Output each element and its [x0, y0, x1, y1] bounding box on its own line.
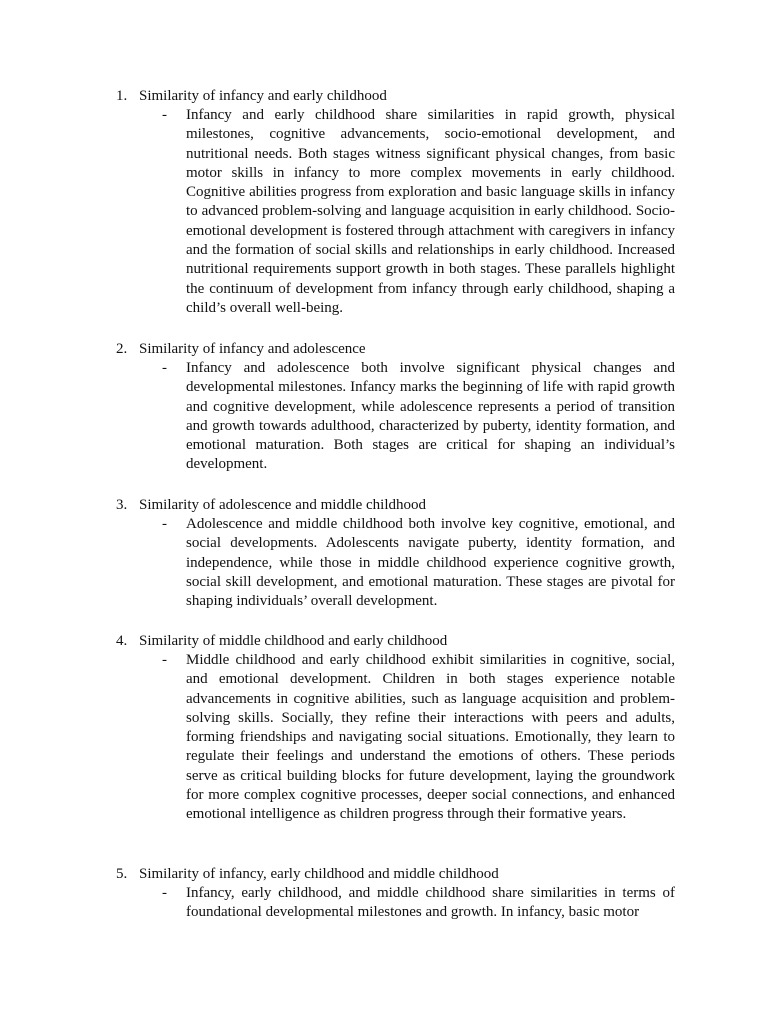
section-number: 5. — [116, 866, 128, 882]
section-number: 3. — [116, 497, 128, 513]
section-heading — [116, 632, 447, 651]
section-paragraph: Infancy, early childhood, and middle childhood share similarities in terms of foundational developmental milestones and growth. In infancy, basic motor — [186, 885, 675, 921]
section-title: Similarity of middle childhood and early childhood — [139, 633, 448, 649]
bullet-dash: - — [162, 107, 167, 123]
section-paragraph: Infancy and early childhood share similarities in rapid growth, physical milestones, cognitive advancements, socio-emotional development, and nutritional needs. Both stages witness significant physical changes, from basic motor skills in infancy to more complex movements in early childhood. Cognitive abilities progress from exploration and basic language skills in infancy to advanced problem-solving and language acquisition in early childhood. Socio-emotional development is fostered through attachment with caregivers in infancy and the formation of social skills and relationships in early childhood. Increased nutritional requirements support growth in both stages. These parallels highlight the continuum of development from infancy through early childhood, shaping a child’s overall well-being. — [186, 107, 675, 316]
bullet-dash: - — [162, 360, 167, 376]
section-heading — [116, 87, 387, 106]
section-paragraph: Adolescence and middle childhood both involve key cognitive, emotional, and social developments. Adolescents navigate puberty, identity formation, and independence, while those in middle childhood experience cognitive growth, social skill development, and emotional maturation. These stages are pivotal for shaping individuals’ overall development. — [186, 516, 675, 610]
section-title: Similarity of adolescence and middle childhood — [139, 497, 427, 513]
section-title: Similarity of infancy, early childhood and middle childhood — [139, 866, 499, 882]
section-heading — [116, 865, 499, 884]
bullet-dash: - — [162, 516, 167, 532]
section-title: Similarity of infancy and adolescence — [139, 341, 366, 357]
section-title: Similarity of infancy and early childhood — [139, 88, 387, 104]
section-number: 1. — [116, 88, 128, 104]
section-heading — [116, 496, 426, 515]
section-heading — [116, 340, 366, 359]
section-number: 2. — [116, 341, 128, 357]
section-paragraph: Middle childhood and early childhood exhibit similarities in cognitive, social, and emotional development. Children in both stages experience notable advancements in cognitive abilities, such as language acquisition and problem-solving skills. Socially, they refine their interactions with peers and adults, forming friendships and navigating social situations. Emotionally, they learn to regulate their feelings and understand the emotions of others. These periods serve as critical building blocks for future development, laying the groundwork for more complex cognitive processes, deeper social connections, and enhanced emotional intelligence as children progress through their formative years. — [186, 652, 675, 823]
bullet-dash: - — [162, 885, 167, 901]
section-number: 4. — [116, 633, 128, 649]
bullet-dash: - — [162, 652, 167, 668]
section-paragraph: Infancy and adolescence both involve significant physical changes and developmental milestones. Infancy marks the beginning of life with rapid growth and cognitive development, while adolescence represents a period of transition and growth towards adulthood, characterized by puberty, identity formation, and emotional maturation. Both stages are critical for shaping an individual’s development. — [186, 360, 675, 473]
